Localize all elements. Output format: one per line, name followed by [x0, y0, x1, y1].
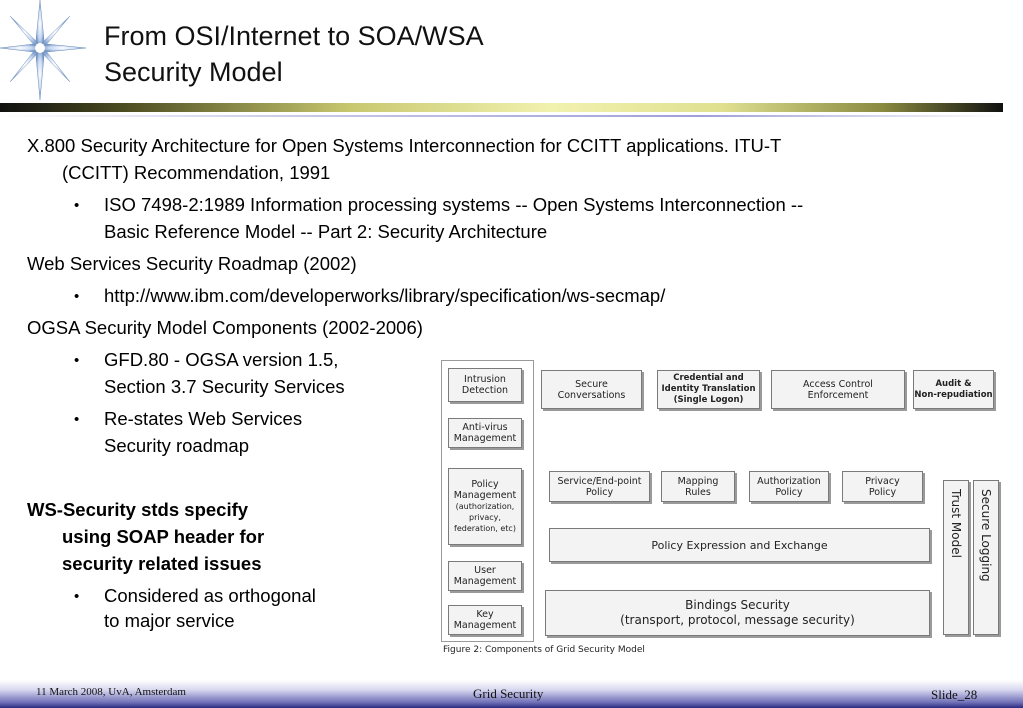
bindings-security-box: Bindings Security (transport, protocol, message security) — [545, 590, 930, 636]
title-line-1: From OSI/Internet to SOA/WSA — [104, 21, 484, 51]
footer-date: 11 March 2008, UvA, Amsterdam — [36, 686, 186, 698]
bullet-marker: • — [74, 411, 80, 428]
ws-url-link[interactable]: http://www.ibm.com/developerworks/library/specification/ws-secmap/ — [104, 285, 666, 306]
bullet-marker: • — [74, 197, 80, 214]
restates-text: Re-states Web Services — [104, 408, 303, 429]
wssec-text: WS-Security stds specify — [27, 499, 249, 520]
gfd-text-cont: Section 3.7 Security Services — [104, 376, 345, 397]
access-control-box: Access Control Enforcement — [771, 370, 905, 409]
ws-roadmap-text: Web Services Security Roadmap (2002) — [27, 253, 357, 274]
audit-box: Audit & Non-repudiation — [913, 370, 994, 409]
ogsa-text: OGSA Security Model Components (2002-2006) — [27, 317, 423, 338]
orthogonal-text: Considered as orthogonal — [104, 585, 316, 606]
policy-management-box: Policy Management (authorization, privacy, federation, etc) — [448, 468, 522, 545]
bullet-marker: • — [74, 588, 80, 605]
title-line-2: Security Model — [104, 57, 283, 87]
service-policy-box: Service/End-point Policy — [549, 471, 650, 502]
iso-text: ISO 7498-2:1989 Information processing systems -- Open Systems Interconnection -- — [104, 194, 804, 215]
privacy-policy-box: Privacy Policy — [842, 471, 923, 502]
slide-title — [104, 18, 484, 90]
gfd-text: GFD.80 - OGSA version 1.5, — [104, 349, 339, 370]
credential-translation-box: Credential and Identity Translation (Single Logon) — [657, 370, 760, 409]
secure-logging-box: Secure Logging — [973, 480, 999, 635]
x800-text: X.800 Security Architecture for Open Systems Interconnection for CCITT applications. ITU-T — [27, 135, 782, 156]
orthogonal-text-cont: to major service — [104, 610, 235, 631]
antivirus-box: Anti-virus Management — [448, 418, 522, 448]
iso-text-cont: Basic Reference Model -- Part 2: Security Architecture — [104, 221, 548, 242]
figure-caption: Figure 2: Components of Grid Security Model — [443, 645, 645, 655]
user-management-box: User Management — [448, 561, 522, 591]
title-divider-line — [0, 115, 1003, 117]
x800-text-cont: (CCITT) Recommendation, 1991 — [62, 162, 331, 183]
star-logo-icon — [0, 0, 90, 100]
slide-number: Slide_28 — [931, 687, 978, 702]
bullet-marker: • — [74, 288, 80, 305]
restates-text-cont: Security roadmap — [104, 435, 249, 456]
title-divider-bar — [0, 103, 1003, 112]
key-management-box: Key Management — [448, 605, 522, 635]
intrusion-detection-box: Intrusion Detection — [448, 368, 522, 402]
wssec-text-cont: security related issues — [62, 553, 262, 574]
footer-title: Grid Security — [473, 686, 544, 701]
secure-conversations-box: Secure Conversations — [541, 370, 642, 409]
authorization-policy-box: Authorization Policy — [749, 471, 829, 502]
wssec-text-cont: using SOAP header for — [62, 526, 265, 547]
policy-exchange-box: Policy Expression and Exchange — [549, 528, 930, 562]
bullet-marker: • — [74, 352, 80, 369]
trust-model-box: Trust Model — [943, 480, 969, 635]
mapping-rules-box: Mapping Rules — [661, 471, 735, 502]
